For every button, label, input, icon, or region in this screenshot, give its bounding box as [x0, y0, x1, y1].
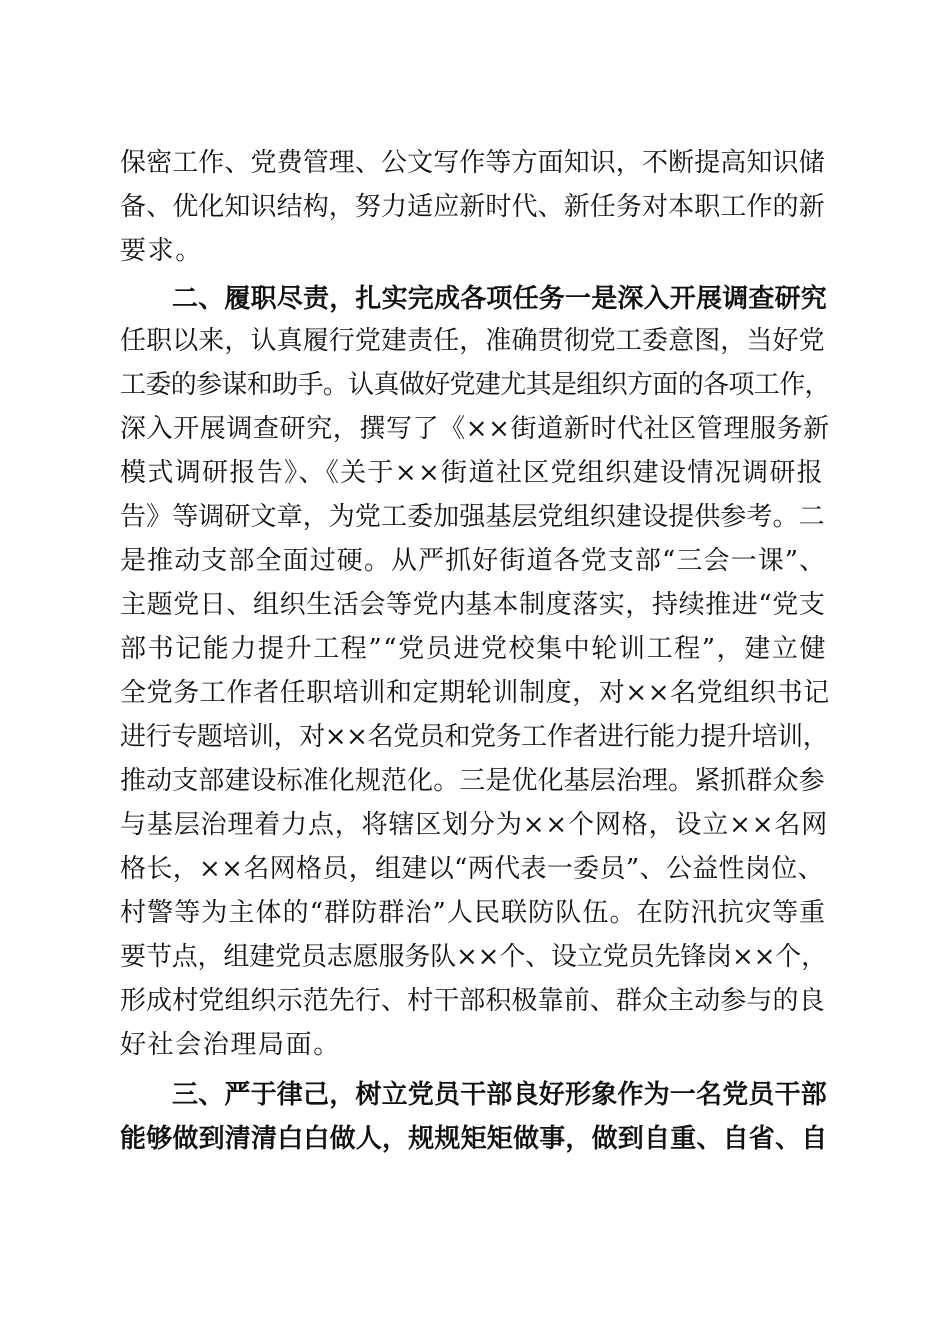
text-line: 与基层治理着力点，将辖区划分为××个网格，设立××名网	[120, 810, 829, 840]
text-line: 主题党日、组织生活会等党内基本制度落实，持续推进“党支	[120, 590, 826, 620]
text-line: 格长，××名网格员，组建以“两代表一委员”、公益性岗位、	[120, 854, 824, 884]
text-line: 进行专题培训，对××名党员和党务工作者进行能力提升培训，	[120, 722, 829, 752]
text-line: 告》等调研文章，为党工委加强基层党组织建设提供参考。二	[120, 502, 825, 532]
text-line: 备、优化知识结构，努力适应新时代、新任务对本职工作的新	[120, 192, 825, 222]
text-line: 模式调研报告》、《关于××街道社区党组织建设情况调研报	[120, 458, 825, 488]
text-line: 能够做到清清白白做人，规规矩矩做事，做到自重、自省、自	[120, 1124, 828, 1154]
text-line: 推动支部建设标准化规范化。三是优化基层治理。紧抓群众参	[120, 766, 825, 796]
text-line: 要节点，组建党员志愿服务队××个、设立党员先锋岗××个，	[120, 942, 827, 972]
text-line: 任职以来，认真履行党建责任，准确贯彻党工委意图，当好党	[120, 326, 825, 356]
text-line: 好社会治理局面。	[120, 1030, 341, 1060]
section-heading: 二、履职尽责，扎实完成各项任务一是深入开展调查研究	[172, 284, 828, 314]
text-line: 形成村党组织示范先行、村干部积极靠前、群众主动参与的良	[120, 986, 825, 1016]
text-line: 工委的参谋和助手。认真做好党建尤其是组织方面的各项工作，	[120, 370, 830, 400]
text-line: 要求。	[120, 236, 203, 266]
text-line: 部书记能力提升工程”“党员进党校集中轮训工程”，建立健	[120, 634, 828, 664]
text-line: 全党务工作者任职培训和定期轮训制度，对××名党组织书记	[120, 678, 830, 708]
text-line: 深入开展调查研究，撰写了《××街道新时代社区管理服务新	[120, 414, 830, 444]
text-line: 保密工作、党费管理、公文写作等方面知识，不断提高知识储	[120, 148, 825, 178]
section-heading: 三、严于律己，树立党员干部良好形象作为一名党员干部	[172, 1080, 828, 1110]
text-line: 村警等为主体的“群防群治”人民联防队伍。在防汛抗灾等重	[120, 898, 827, 928]
text-line: 是推动支部全面过硬。从严抓好街道各党支部“三会一课”、	[120, 546, 827, 576]
